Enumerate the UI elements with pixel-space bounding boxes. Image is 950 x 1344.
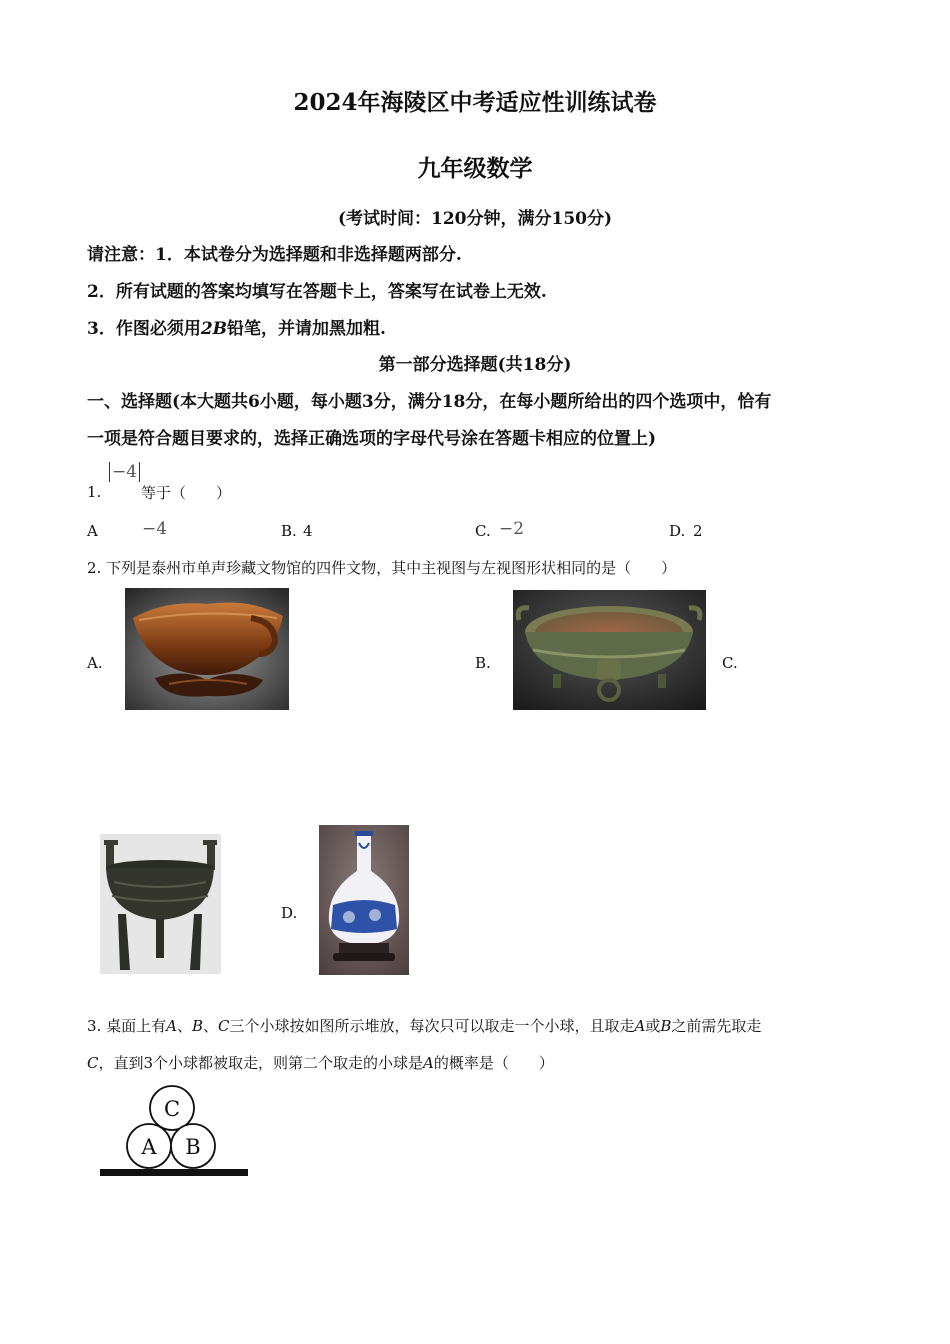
ball-c-label: C xyxy=(163,1097,181,1121)
q1-option-b-label: B. xyxy=(281,522,297,540)
q3-var-a: A xyxy=(166,1017,177,1035)
q3-var-a3: A xyxy=(423,1054,434,1072)
q3-var-b: B xyxy=(191,1017,203,1035)
part1-instruction-line-2: 一项是符合题目要求的，选择正确选项的字母代号涂在答题卡相应的位置上) xyxy=(87,429,657,449)
table-surface xyxy=(100,1169,248,1176)
exam-info: (考试时间：120分钟，满分150分) xyxy=(337,209,613,229)
q1-absolute-value xyxy=(109,462,140,482)
ball-b-label: B xyxy=(185,1135,201,1159)
note-line-1: 请注意：1．本试卷分为选择题和非选择题两部分. xyxy=(87,245,462,265)
ball-a-label: A xyxy=(141,1135,157,1159)
q1-option-a-label: A xyxy=(87,522,98,540)
blue-white-vase-icon xyxy=(319,825,409,975)
note-line-3-suffix: 铅笔，并请加黑加粗. xyxy=(227,319,386,339)
q3-or: 或 xyxy=(645,1017,661,1035)
rhino-horn-cup-icon xyxy=(125,588,289,710)
q3-line2-a: ，直到3个小球都被取走，则第二个取走的小球是 xyxy=(98,1054,424,1072)
q1-option-c-value: −2 xyxy=(499,519,525,539)
q2-label-d: D. xyxy=(281,904,298,922)
q3-var-c: C xyxy=(218,1017,230,1035)
q1-option-d-value: 2 xyxy=(693,522,703,540)
q2-label-b: B. xyxy=(475,654,491,672)
q2-stem: 2. 下列是泰州市单声珍藏文物馆的四件文物，其中主视图与左视图形状相同的是（ ） xyxy=(87,559,677,577)
q2-image-d-vase xyxy=(319,825,409,975)
note-line-3-var: 2B xyxy=(200,319,228,339)
q1-option-b-value: 4 xyxy=(303,522,313,540)
q3-line1-c: 之前需先取走 xyxy=(671,1017,762,1035)
q2-image-a-cup xyxy=(125,588,289,710)
q1-option-a-value: −4 xyxy=(142,519,168,539)
q3-line1-b: 三个小球按如图所示堆放，每次只可以取走一个小球，且取走 xyxy=(229,1017,635,1035)
q3-var-c2: C xyxy=(87,1054,99,1072)
note-line-3 xyxy=(87,314,386,339)
q3-balls-diagram xyxy=(98,1082,250,1180)
q2-label-a: A. xyxy=(87,654,103,672)
q3-line2-b: 的概率是（ ） xyxy=(433,1054,554,1072)
q2-image-b-basin xyxy=(513,590,706,710)
q3-sep-2: 、 xyxy=(202,1017,218,1035)
q3-var-a2: A xyxy=(634,1017,646,1035)
q2-image-c-tripod xyxy=(100,834,221,974)
q3-line-2 xyxy=(87,1052,554,1073)
bronze-basin-icon xyxy=(513,590,706,710)
bronze-tripod-ding-icon xyxy=(100,834,221,974)
q1-number: 1. xyxy=(87,483,102,501)
part1-heading: 第一部分选择题(共18分) xyxy=(378,355,572,375)
note-line-3-prefix: 3．作图必须用 xyxy=(87,319,201,339)
note-line-2: 2．所有试题的答案均填写在答题卡上，答案写在试卷上无效. xyxy=(87,282,547,302)
q1-stem-suffix: 等于（ ） xyxy=(141,484,232,502)
q1-option-d-label: D. xyxy=(669,522,686,540)
paper-subtitle: 九年级数学 xyxy=(417,155,533,182)
q1-expr: −4 xyxy=(109,462,140,482)
q3-line-1 xyxy=(87,1015,761,1036)
paper-title: 2024年海陵区中考适应性训练试卷 xyxy=(293,89,657,116)
part1-instruction-line-1: 一、选择题(本大题共6小题，每小题3分，满分18分，在每小题所给出的四个选项中，恰有 xyxy=(87,392,772,412)
q2-label-c: C. xyxy=(722,654,738,672)
q3-sep-1: 、 xyxy=(176,1017,192,1035)
q3-line1-a: 3. 桌面上有 xyxy=(87,1017,167,1035)
q1-option-c-label: C. xyxy=(475,522,491,540)
q3-var-b2: B xyxy=(660,1017,672,1035)
